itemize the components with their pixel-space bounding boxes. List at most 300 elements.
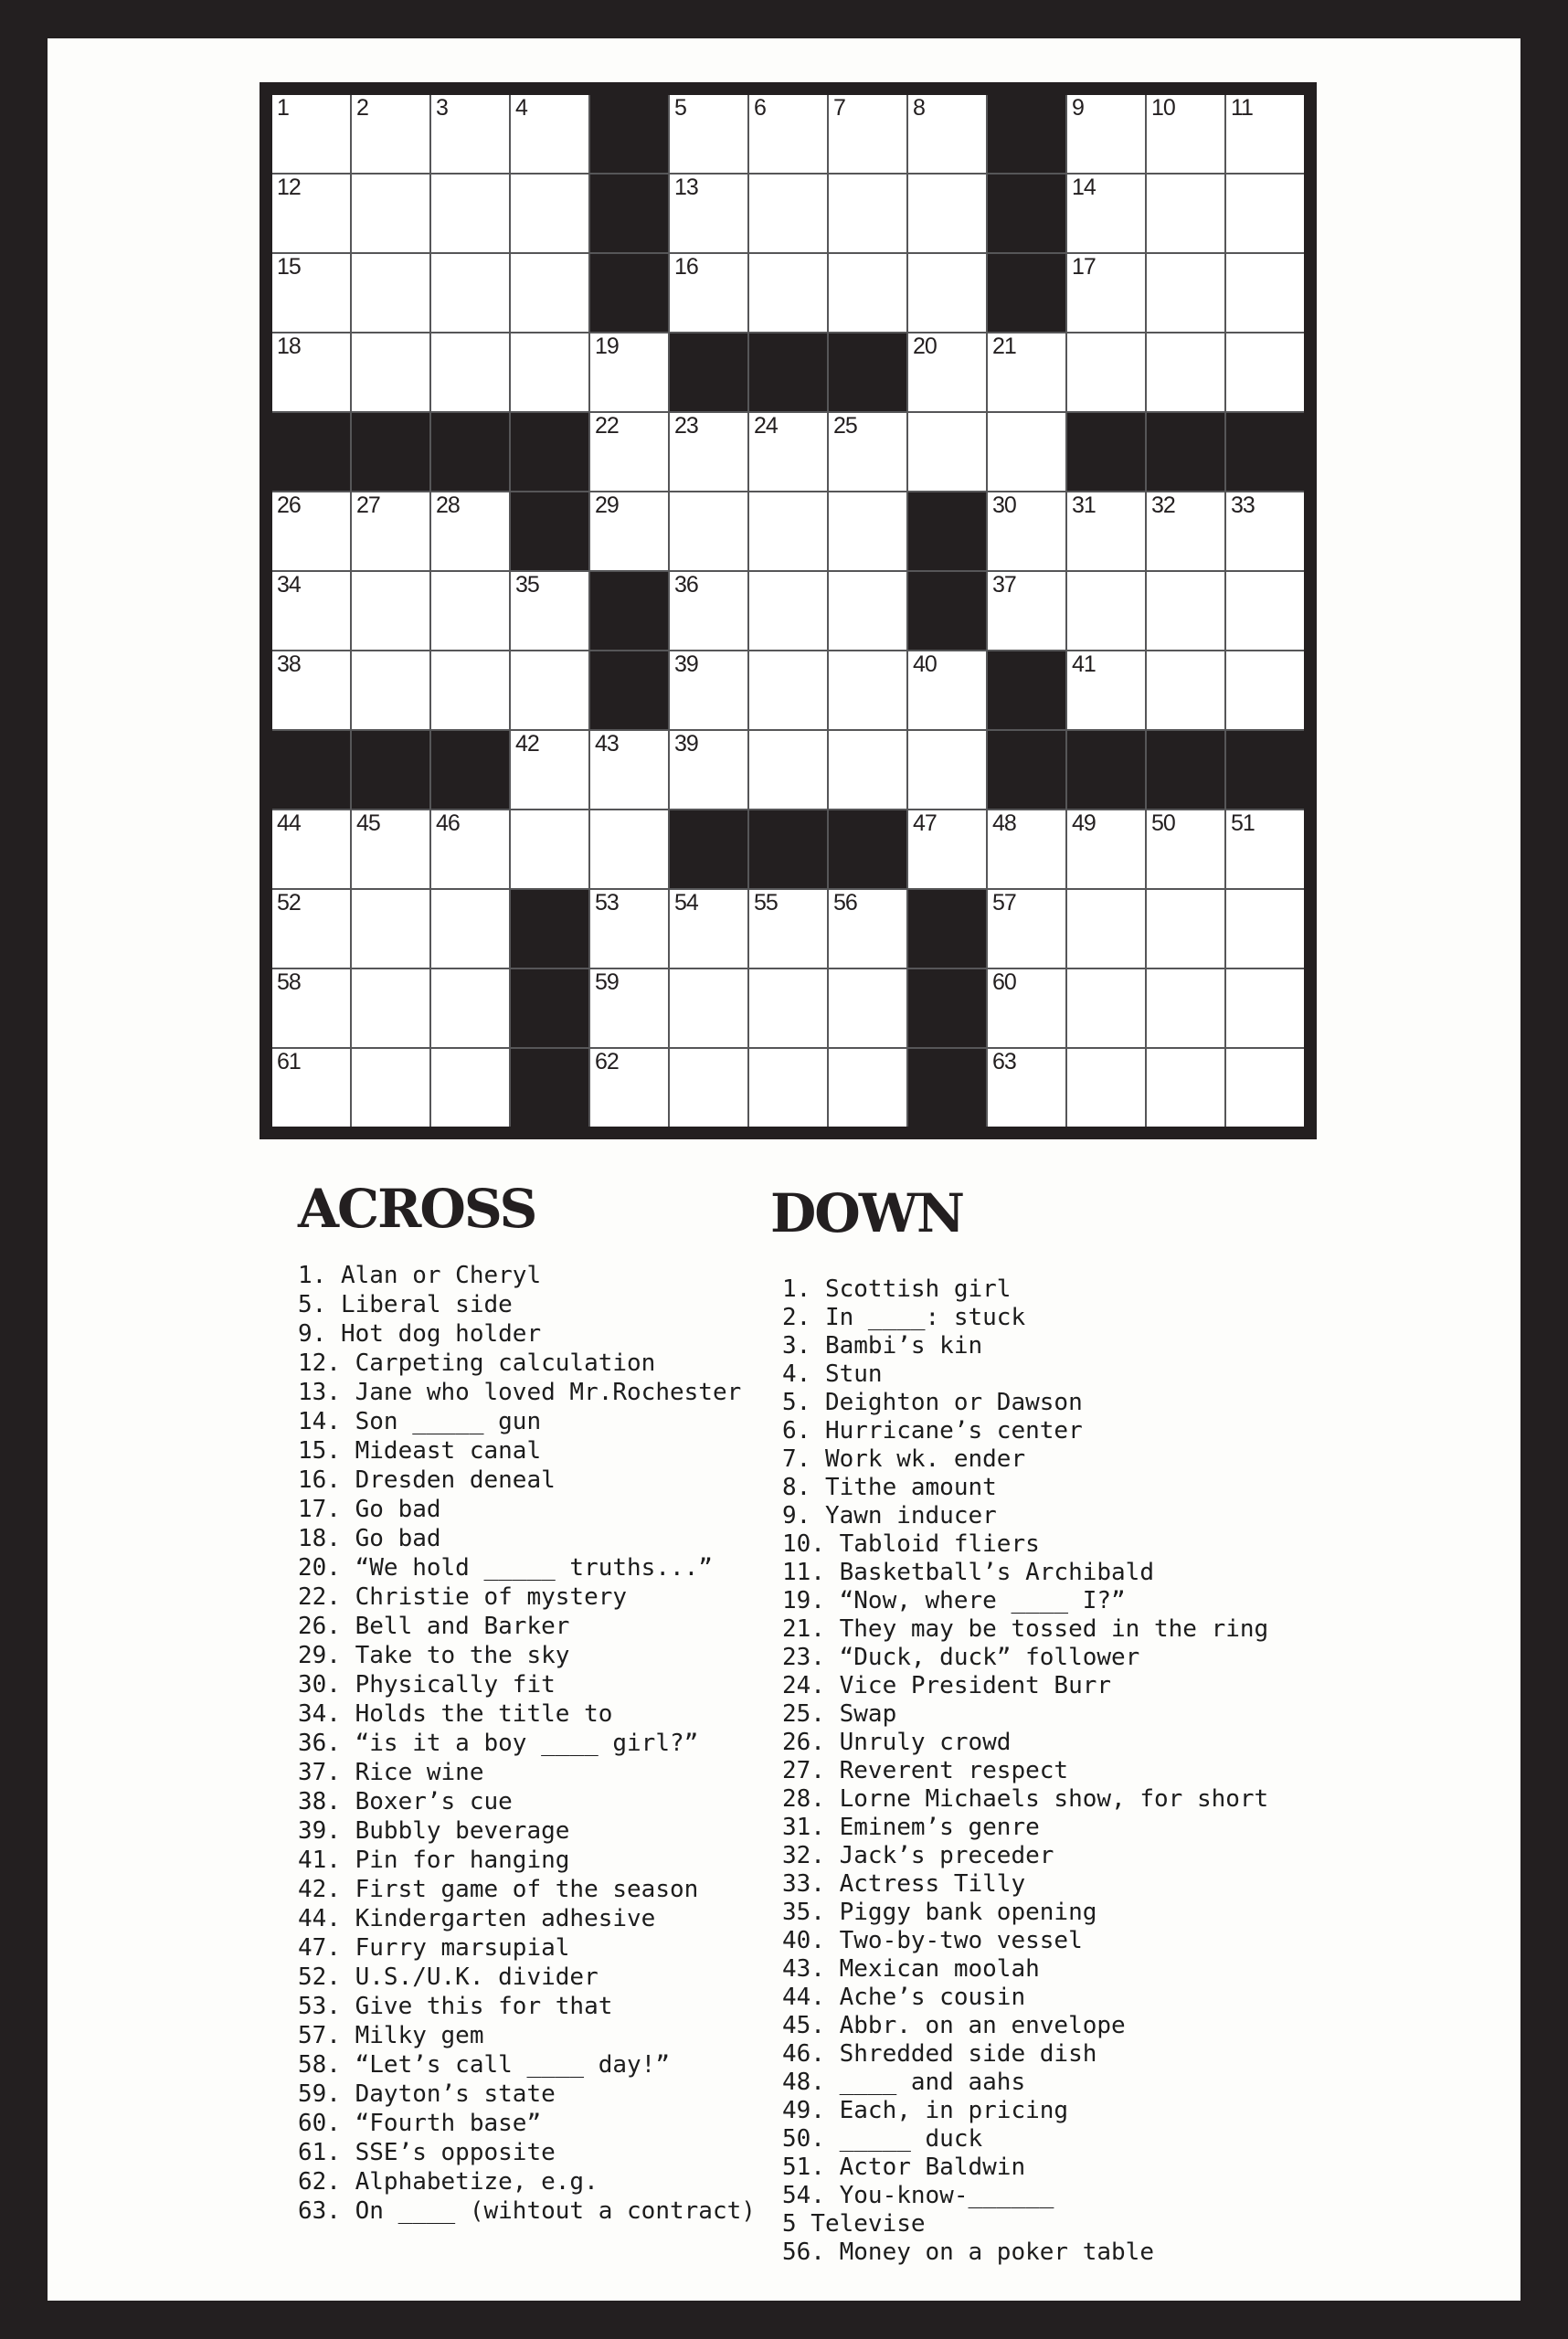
- grid-cell[interactable]: [590, 731, 668, 809]
- cell-number: 43: [595, 731, 619, 757]
- cell-number: 9: [1072, 95, 1084, 121]
- grid-cell[interactable]: [511, 731, 588, 809]
- clue-line: 44. Ache’s cousin: [782, 1984, 1026, 2011]
- black-cell: [988, 254, 1065, 332]
- grid-cell[interactable]: [829, 651, 906, 729]
- clue-line: 40. Two-by-two vessel: [782, 1927, 1083, 1954]
- cell-number: 36: [674, 572, 698, 598]
- grid-cell[interactable]: [272, 890, 350, 968]
- grid-cell[interactable]: [511, 572, 588, 650]
- cell-number: 47: [913, 810, 937, 836]
- clue-line: 13. Jane who loved Mr.Rochester: [298, 1379, 742, 1406]
- grid-cell[interactable]: [352, 969, 429, 1047]
- grid-cell[interactable]: [1147, 810, 1224, 888]
- grid-cell[interactable]: [749, 572, 827, 650]
- grid-cell[interactable]: [272, 651, 350, 729]
- cell-number: 2: [356, 95, 368, 121]
- cell-number: 35: [515, 572, 539, 598]
- grid-cell[interactable]: [431, 333, 509, 411]
- clue-line: 24. Vice President Burr: [782, 1672, 1112, 1699]
- grid-cell[interactable]: [590, 890, 668, 968]
- cell-number: 63: [992, 1049, 1016, 1074]
- grid-cell[interactable]: [431, 651, 509, 729]
- grid-cell[interactable]: [1147, 95, 1224, 173]
- grid-cell[interactable]: [511, 810, 588, 888]
- black-cell: [511, 413, 588, 491]
- cell-number: 16: [674, 254, 698, 280]
- clue-line: 11. Basketball’s Archibald: [782, 1559, 1154, 1586]
- grid-cell[interactable]: [988, 572, 1065, 650]
- grid-cell[interactable]: [511, 254, 588, 332]
- clue-line: 10. Tabloid fliers: [782, 1530, 1040, 1558]
- black-cell: [908, 572, 986, 650]
- grid-cell[interactable]: [431, 572, 509, 650]
- clue-line: 54. You-know-______: [782, 2182, 1054, 2209]
- black-cell: [670, 333, 747, 411]
- grid-cell[interactable]: [988, 969, 1065, 1047]
- cell-number: 56: [833, 890, 857, 915]
- black-cell: [431, 413, 509, 491]
- grid-cell[interactable]: [590, 413, 668, 491]
- clue-line: 26. Bell and Barker: [298, 1613, 570, 1640]
- grid-cell[interactable]: [908, 810, 986, 888]
- clue-line: 7. Work wk. ender: [782, 1445, 1026, 1473]
- clue-line: 41. Pin for hanging: [298, 1847, 570, 1874]
- cell-number: 25: [833, 413, 857, 439]
- cell-number: 30: [992, 492, 1016, 518]
- grid-cell[interactable]: [352, 651, 429, 729]
- cell-number: 7: [833, 95, 845, 121]
- black-cell: [590, 572, 668, 650]
- black-cell: [908, 969, 986, 1047]
- grid-cell[interactable]: [352, 810, 429, 888]
- grid-cell[interactable]: [1226, 333, 1304, 411]
- cell-number: 5: [674, 95, 686, 121]
- black-cell: [988, 651, 1065, 729]
- clue-line: 48. ____ and aahs: [782, 2069, 1026, 2096]
- grid-cell[interactable]: [749, 492, 827, 570]
- cell-number: 34: [277, 572, 301, 598]
- clue-line: 39. Bubbly beverage: [298, 1817, 570, 1845]
- clue-line: 56. Money on a poker table: [782, 2238, 1154, 2266]
- grid-cell[interactable]: [272, 333, 350, 411]
- black-cell: [1147, 731, 1224, 809]
- grid-cell[interactable]: [749, 969, 827, 1047]
- cell-number: 42: [515, 731, 539, 757]
- crossword-grid: [272, 95, 1304, 1127]
- black-cell: [1067, 731, 1145, 809]
- grid-cell[interactable]: [1067, 95, 1145, 173]
- grid-cell[interactable]: [352, 492, 429, 570]
- black-cell: [590, 254, 668, 332]
- clue-line: 15. Mideast canal: [298, 1437, 542, 1465]
- grid-cell[interactable]: [988, 810, 1065, 888]
- grid-cell[interactable]: [1147, 969, 1224, 1047]
- black-cell: [1226, 413, 1304, 491]
- cell-number: 6: [754, 95, 766, 121]
- clue-line: 9. Yawn inducer: [782, 1502, 997, 1529]
- cell-number: 45: [356, 810, 380, 836]
- grid-cell[interactable]: [431, 175, 509, 252]
- grid-cell[interactable]: [1147, 254, 1224, 332]
- cell-number: 18: [277, 333, 301, 359]
- cell-number: 13: [674, 175, 698, 200]
- grid-cell[interactable]: [1226, 1049, 1304, 1127]
- clue-line: 43. Mexican moolah: [782, 1955, 1040, 1983]
- across-heading: ACROSS: [298, 1178, 536, 1240]
- cell-number: 1: [277, 95, 289, 121]
- grid-cell[interactable]: [272, 254, 350, 332]
- grid-cell[interactable]: [1147, 572, 1224, 650]
- grid-cell[interactable]: [1226, 890, 1304, 968]
- black-cell: [908, 1049, 986, 1127]
- grid-cell[interactable]: [352, 1049, 429, 1127]
- down-clue-list: [782, 1275, 1268, 2267]
- cell-number: 12: [277, 175, 301, 200]
- clue-line: 32. Jack’s preceder: [782, 1842, 1054, 1869]
- grid-cell[interactable]: [829, 890, 906, 968]
- grid-cell[interactable]: [908, 254, 986, 332]
- grid-cell[interactable]: [670, 572, 747, 650]
- clue-line: 1. Alan or Cheryl: [298, 1262, 542, 1289]
- grid-cell[interactable]: [431, 890, 509, 968]
- cell-number: 32: [1151, 492, 1175, 518]
- grid-cell[interactable]: [1067, 651, 1145, 729]
- grid-cell[interactable]: [908, 651, 986, 729]
- black-cell: [352, 731, 429, 809]
- grid-cell[interactable]: [670, 969, 747, 1047]
- grid-cell[interactable]: [670, 651, 747, 729]
- cell-number: 46: [436, 810, 460, 836]
- clue-line: 49. Each, in pricing: [782, 2097, 1069, 2124]
- black-cell: [272, 413, 350, 491]
- cell-number: 14: [1072, 175, 1096, 200]
- clue-line: 61. SSE’s opposite: [298, 2139, 556, 2166]
- grid-cell[interactable]: [352, 175, 429, 252]
- grid-cell[interactable]: [352, 572, 429, 650]
- clue-line: 23. “Duck, duck” follower: [782, 1644, 1140, 1671]
- grid-cell[interactable]: [670, 890, 747, 968]
- grid-cell[interactable]: [1226, 492, 1304, 570]
- clue-line: 5. Deighton or Dawson: [782, 1389, 1083, 1416]
- black-cell: [908, 492, 986, 570]
- cell-number: 52: [277, 890, 301, 915]
- grid-cell[interactable]: [352, 254, 429, 332]
- grid-cell[interactable]: [272, 175, 350, 252]
- cell-number: 58: [277, 969, 301, 995]
- grid-cell[interactable]: [908, 95, 986, 173]
- grid-cell[interactable]: [670, 254, 747, 332]
- grid-cell[interactable]: [431, 1049, 509, 1127]
- grid-cell[interactable]: [749, 1049, 827, 1127]
- grid-cell[interactable]: [272, 969, 350, 1047]
- grid-cell[interactable]: [829, 1049, 906, 1127]
- cell-number: 49: [1072, 810, 1096, 836]
- grid-cell[interactable]: [749, 731, 827, 809]
- cell-number: 41: [1072, 651, 1096, 677]
- grid-cell[interactable]: [670, 175, 747, 252]
- clue-line: 1. Scottish girl: [782, 1275, 1012, 1303]
- clue-line: 9. Hot dog holder: [298, 1320, 542, 1348]
- clue-line: 25. Swap: [782, 1700, 897, 1728]
- cell-number: 11: [1231, 95, 1253, 121]
- clue-line: 5 Televise: [782, 2210, 926, 2238]
- black-cell: [988, 731, 1065, 809]
- grid-cell[interactable]: [1226, 651, 1304, 729]
- grid-cell[interactable]: [352, 890, 429, 968]
- grid-cell[interactable]: [511, 651, 588, 729]
- clue-line: 18. Go bad: [298, 1525, 441, 1552]
- cell-number: 28: [436, 492, 460, 518]
- grid-cell[interactable]: [749, 651, 827, 729]
- down-heading: DOWN: [770, 1182, 963, 1244]
- clue-line: 22. Christie of mystery: [298, 1583, 628, 1611]
- grid-cell[interactable]: [1067, 572, 1145, 650]
- black-cell: [988, 175, 1065, 252]
- grid-cell[interactable]: [829, 492, 906, 570]
- clue-line: 19. “Now, where ____ I?”: [782, 1587, 1126, 1614]
- clue-line: 2. In ____: stuck: [782, 1304, 1026, 1331]
- grid-cell[interactable]: [1067, 254, 1145, 332]
- grid-cell[interactable]: [431, 492, 509, 570]
- clue-line: 35. Piggy bank opening: [782, 1899, 1097, 1926]
- grid-cell[interactable]: [749, 890, 827, 968]
- cell-number: 24: [754, 413, 778, 439]
- grid-cell[interactable]: [908, 175, 986, 252]
- grid-cell[interactable]: [1226, 969, 1304, 1047]
- grid-cell[interactable]: [670, 1049, 747, 1127]
- grid-cell[interactable]: [670, 731, 747, 809]
- black-cell: [431, 731, 509, 809]
- cell-number: 55: [754, 890, 778, 915]
- grid-cell[interactable]: [988, 333, 1065, 411]
- clue-line: 42. First game of the season: [298, 1876, 699, 1903]
- clue-line: 50. _____ duck: [782, 2125, 983, 2153]
- grid-cell[interactable]: [829, 731, 906, 809]
- cell-number: 15: [277, 254, 301, 280]
- clue-line: 33. Actress Tilly: [782, 1870, 1026, 1898]
- grid-cell[interactable]: [511, 95, 588, 173]
- grid-cell[interactable]: [988, 413, 1065, 491]
- grid-cell[interactable]: [1067, 1049, 1145, 1127]
- cell-number: 31: [1072, 492, 1096, 518]
- clue-line: 20. “We hold _____ truths...”: [298, 1554, 713, 1582]
- grid-cell[interactable]: [749, 254, 827, 332]
- clue-line: 4. Stun: [782, 1360, 883, 1388]
- grid-cell[interactable]: [272, 810, 350, 888]
- cell-number: 54: [674, 890, 698, 915]
- grid-cell[interactable]: [1226, 175, 1304, 252]
- clue-line: 46. Shredded side dish: [782, 2040, 1097, 2068]
- grid-cell[interactable]: [1067, 492, 1145, 570]
- crossword-grid-frame: [260, 82, 1317, 1139]
- cell-number: 51: [1231, 810, 1255, 836]
- cell-number: 4: [515, 95, 527, 121]
- clue-line: 6. Hurricane’s center: [782, 1417, 1083, 1445]
- black-cell: [670, 810, 747, 888]
- cell-number: 26: [277, 492, 301, 518]
- clue-line: 3. Bambi’s kin: [782, 1332, 983, 1360]
- grid-cell[interactable]: [1147, 175, 1224, 252]
- clue-line: 16. Dresden deneal: [298, 1466, 556, 1494]
- grid-cell[interactable]: [908, 413, 986, 491]
- grid-cell[interactable]: [749, 413, 827, 491]
- cell-number: 40: [913, 651, 937, 677]
- grid-cell[interactable]: [988, 890, 1065, 968]
- cell-number: 21: [992, 333, 1016, 359]
- grid-cell[interactable]: [829, 572, 906, 650]
- clue-line: 27. Reverent respect: [782, 1757, 1069, 1784]
- clue-line: 62. Alphabetize, e.g.: [298, 2168, 599, 2196]
- cell-number: 57: [992, 890, 1016, 915]
- black-cell: [511, 1049, 588, 1127]
- cell-number: 27: [356, 492, 380, 518]
- clue-line: 26. Unruly crowd: [782, 1729, 1012, 1756]
- grid-cell[interactable]: [829, 95, 906, 173]
- cell-number: 10: [1151, 95, 1175, 121]
- grid-cell[interactable]: [590, 492, 668, 570]
- grid-cell[interactable]: [749, 175, 827, 252]
- clue-line: 45. Abbr. on an envelope: [782, 2012, 1126, 2039]
- grid-cell[interactable]: [908, 731, 986, 809]
- grid-cell[interactable]: [590, 810, 668, 888]
- grid-cell[interactable]: [670, 413, 747, 491]
- black-cell: [511, 890, 588, 968]
- clue-line: 17. Go bad: [298, 1496, 441, 1523]
- grid-cell[interactable]: [749, 95, 827, 173]
- clue-line: 37. Rice wine: [298, 1759, 484, 1786]
- grid-cell[interactable]: [1067, 175, 1145, 252]
- grid-cell[interactable]: [1147, 333, 1224, 411]
- grid-cell[interactable]: [1067, 810, 1145, 888]
- black-cell: [1147, 413, 1224, 491]
- black-cell: [272, 731, 350, 809]
- grid-cell[interactable]: [1067, 333, 1145, 411]
- grid-cell[interactable]: [829, 969, 906, 1047]
- grid-cell[interactable]: [1147, 1049, 1224, 1127]
- cell-number: 38: [277, 651, 301, 677]
- grid-cell[interactable]: [1226, 95, 1304, 173]
- cell-number: 50: [1151, 810, 1175, 836]
- clue-line: 44. Kindergarten adhesive: [298, 1905, 656, 1932]
- clue-line: 21. They may be tossed in the ring: [782, 1615, 1269, 1643]
- grid-cell[interactable]: [829, 413, 906, 491]
- black-cell: [829, 810, 906, 888]
- clue-line: 28. Lorne Michaels show, for short: [782, 1785, 1269, 1813]
- grid-cell[interactable]: [431, 969, 509, 1047]
- clue-line: 8. Tithe amount: [782, 1474, 997, 1501]
- black-cell: [1067, 413, 1145, 491]
- grid-cell[interactable]: [1147, 492, 1224, 570]
- black-cell: [749, 333, 827, 411]
- cell-number: 33: [1231, 492, 1255, 518]
- cell-number: 61: [277, 1049, 301, 1074]
- grid-cell[interactable]: [272, 572, 350, 650]
- black-cell: [749, 810, 827, 888]
- grid-cell[interactable]: [988, 1049, 1065, 1127]
- grid-cell[interactable]: [829, 175, 906, 252]
- black-cell: [511, 492, 588, 570]
- clue-line: 52. U.S./U.K. divider: [298, 1963, 599, 1991]
- clue-line: 58. “Let’s call ____ day!”: [298, 2051, 670, 2079]
- cell-number: 17: [1072, 254, 1096, 280]
- grid-cell[interactable]: [431, 95, 509, 173]
- grid-cell[interactable]: [352, 333, 429, 411]
- grid-cell[interactable]: [1226, 810, 1304, 888]
- grid-cell[interactable]: [670, 95, 747, 173]
- clue-line: 5. Liberal side: [298, 1291, 513, 1318]
- black-cell: [590, 651, 668, 729]
- grid-cell[interactable]: [511, 333, 588, 411]
- grid-cell[interactable]: [829, 254, 906, 332]
- grid-cell[interactable]: [590, 333, 668, 411]
- clue-line: 38. Boxer’s cue: [298, 1788, 513, 1815]
- grid-cell[interactable]: [272, 95, 350, 173]
- grid-cell[interactable]: [511, 175, 588, 252]
- grid-cell[interactable]: [590, 1049, 668, 1127]
- cell-number: 8: [913, 95, 925, 121]
- black-cell: [988, 95, 1065, 173]
- cell-number: 62: [595, 1049, 619, 1074]
- black-cell: [829, 333, 906, 411]
- across-clue-list: [298, 1261, 756, 2226]
- grid-cell[interactable]: [352, 95, 429, 173]
- grid-cell[interactable]: [1147, 651, 1224, 729]
- grid-cell[interactable]: [1147, 890, 1224, 968]
- cell-number: 44: [277, 810, 301, 836]
- grid-cell[interactable]: [272, 492, 350, 570]
- cell-number: 29: [595, 492, 619, 518]
- cell-number: 39: [674, 731, 698, 757]
- clue-line: 12. Carpeting calculation: [298, 1349, 656, 1377]
- grid-cell[interactable]: [272, 1049, 350, 1127]
- black-cell: [352, 413, 429, 491]
- cell-number: 59: [595, 969, 619, 995]
- clue-line: 60. “Fourth base”: [298, 2110, 542, 2137]
- clue-line: 57. Milky gem: [298, 2022, 484, 2049]
- grid-cell[interactable]: [1067, 969, 1145, 1047]
- clue-line: 47. Furry marsupial: [298, 1934, 570, 1962]
- black-cell: [908, 890, 986, 968]
- cell-number: 20: [913, 333, 937, 359]
- clue-line: 63. On ____ (wihtout a contract): [298, 2197, 756, 2225]
- clue-line: 51. Actor Baldwin: [782, 2154, 1026, 2181]
- clue-line: 31. Eminem’s genre: [782, 1814, 1040, 1841]
- grid-cell[interactable]: [1226, 572, 1304, 650]
- grid-cell[interactable]: [431, 254, 509, 332]
- grid-cell[interactable]: [1067, 890, 1145, 968]
- grid-cell[interactable]: [590, 969, 668, 1047]
- cell-number: 37: [992, 572, 1016, 598]
- grid-cell[interactable]: [431, 810, 509, 888]
- cell-number: 22: [595, 413, 619, 439]
- grid-cell[interactable]: [1226, 254, 1304, 332]
- cell-number: 53: [595, 890, 619, 915]
- cell-number: 23: [674, 413, 698, 439]
- clue-line: 36. “is it a boy ____ girl?”: [298, 1730, 699, 1757]
- grid-cell[interactable]: [670, 492, 747, 570]
- black-cell: [1226, 731, 1304, 809]
- black-cell: [590, 95, 668, 173]
- clue-line: 34. Holds the title to: [298, 1700, 613, 1728]
- cell-number: 39: [674, 651, 698, 677]
- clue-line: 53. Give this for that: [298, 1993, 613, 2020]
- grid-cell[interactable]: [908, 333, 986, 411]
- cell-number: 19: [595, 333, 619, 359]
- black-cell: [511, 969, 588, 1047]
- grid-cell[interactable]: [988, 492, 1065, 570]
- cell-number: 60: [992, 969, 1016, 995]
